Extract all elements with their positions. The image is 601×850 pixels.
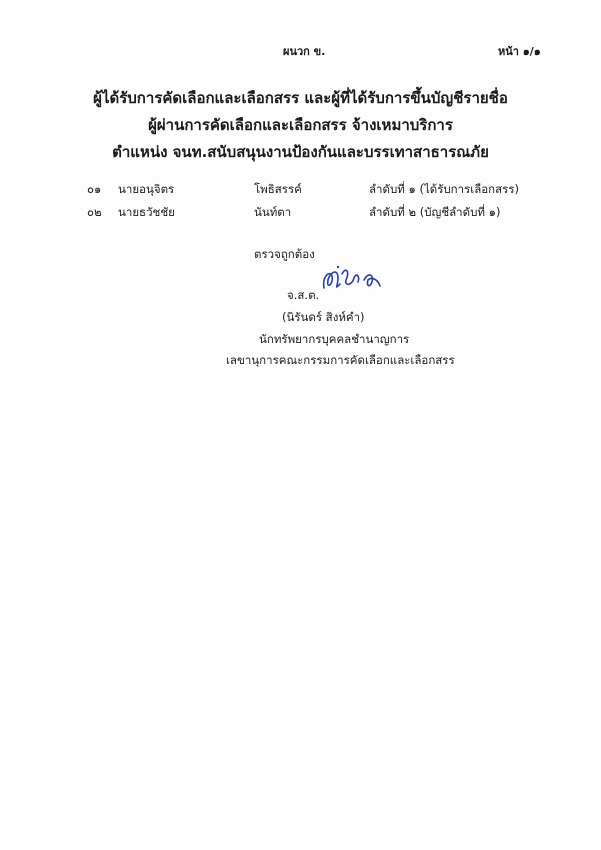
handwritten-signature xyxy=(316,262,386,298)
candidate-row xyxy=(0,204,601,222)
candidate-first-name: นายธวัชชัย xyxy=(118,205,175,219)
title-line-2: ผู้ผ่านการคัดเลือกและเลือกสรร จ้างเหมาบริการ xyxy=(148,116,453,134)
candidate-number: ๐๑ xyxy=(87,182,102,196)
candidate-last-name: โพธิสรรค์ xyxy=(254,182,302,196)
annex-label: ผนวก ข. xyxy=(283,45,326,58)
certifier-position: นักทรัพยากรบุคคลชำนาญการ xyxy=(259,332,410,346)
candidate-status: ลำดับที่ ๑ (ได้รับการเลือกสรร) xyxy=(369,182,519,196)
candidate-status: ลำดับที่ ๒ (บัญชีลำดับที่ ๑) xyxy=(369,205,501,219)
certifier-rank: จ.ส.ต. xyxy=(287,288,320,302)
candidate-number: ๐๒ xyxy=(87,205,102,219)
candidate-first-name: นายอนุจิตร xyxy=(118,182,175,196)
candidate-row xyxy=(0,181,601,199)
title-line-1: ผู้ได้รับการคัดเลือกและเลือกสรร และผู้ที่ได้รับการขึ้นบัญชีรายชื่อ xyxy=(93,89,508,107)
certifier-name: (นิรันดร์ สิงห์คำ) xyxy=(282,310,365,324)
verified-label: ตรวจถูกต้อง xyxy=(254,247,315,261)
title-line-3: ตำแหน่ง จนท.สนับสนุนงานป้องกันและบรรเทาสาธารณภัย xyxy=(112,143,489,161)
page-number: หน้า ๑/๑ xyxy=(498,45,541,58)
candidate-last-name: นันท์ตา xyxy=(254,205,292,219)
certifier-role: เลขานุการคณะกรรมการคัดเลือกและเลือกสรร xyxy=(226,353,455,367)
